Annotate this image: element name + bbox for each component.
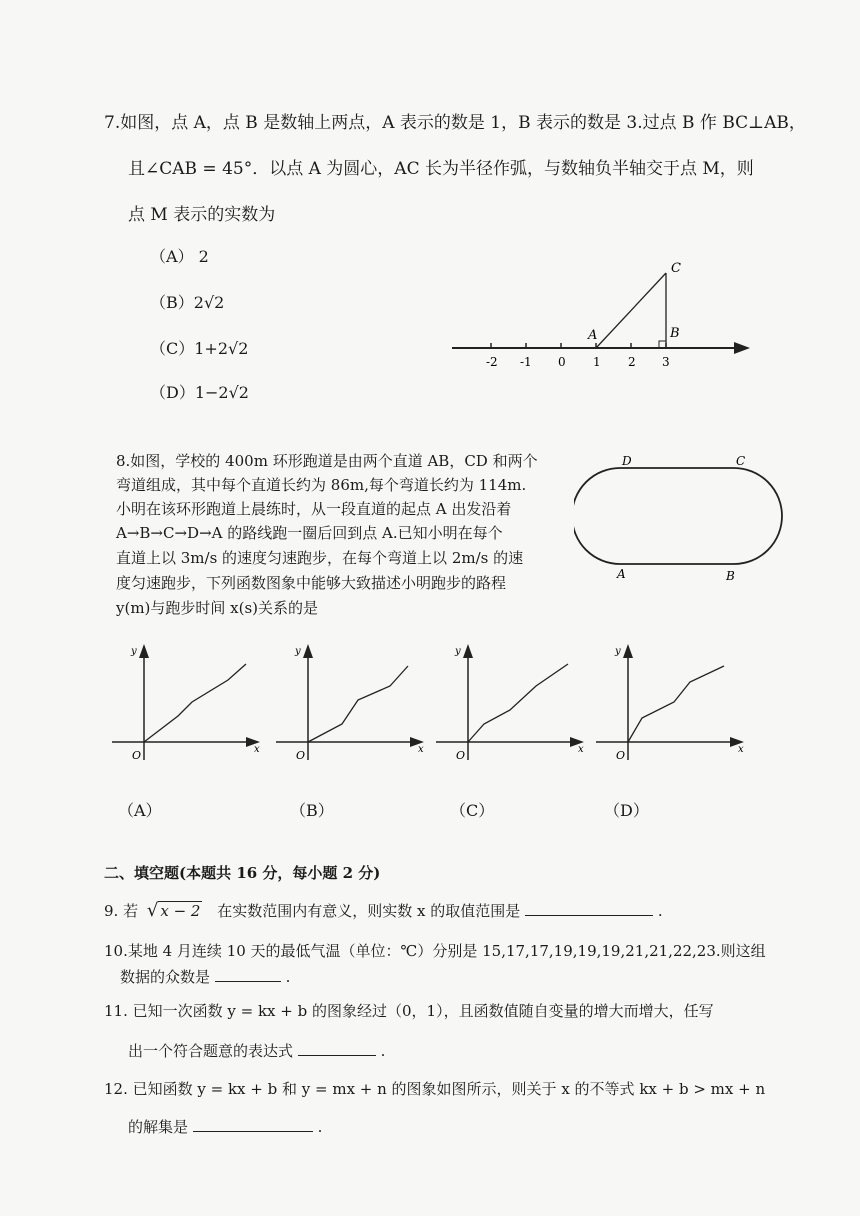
q8-option-d: （D） <box>604 801 649 820</box>
section-2-heading: 二、填空题(本题共 16 分，每小题 2 分) <box>104 864 381 882</box>
q9-line: 9. 若 √ x − 2 在实数范围内有意义，则实数 x 的取值范围是 . <box>104 900 663 921</box>
q7-option-d: （D）1−2√2 <box>150 383 249 402</box>
svg-text:y: y <box>131 646 137 657</box>
q10-line-2: 数据的众数是 . <box>120 968 291 986</box>
track-label-b: B <box>726 569 735 583</box>
q8-graph-a <box>108 642 268 772</box>
graph-curve <box>308 666 408 742</box>
label-a: A <box>588 328 598 343</box>
segment-ac <box>596 273 666 348</box>
right-angle-mark <box>659 341 666 348</box>
q8-graph-d <box>592 642 752 772</box>
q8-line-1: 8.如图，学校的 400m 环形跑道是由两个直道 AB，CD 和两个 <box>116 452 538 470</box>
svg-text:O: O <box>132 749 142 762</box>
svg-text:O: O <box>456 749 466 762</box>
q8-line-2: 弯道组成，其中每个直道长约为 86m,每个弯道长约为 114m. <box>116 476 527 494</box>
q8-line-4: A→B→C→D→A 的路线跑一圈后回到点 A.已知小明在每个 <box>116 524 503 542</box>
graph-curve <box>468 664 568 742</box>
q12-answer-blank[interactable] <box>193 1117 313 1132</box>
track-label-c: C <box>736 454 746 468</box>
svg-text:O: O <box>296 749 306 762</box>
q7-line-2: 且∠CAB = 45°．以点 A 为圆心，AC 长为半径作弧，与数轴负半轴交于点 M，则 <box>128 159 754 179</box>
q7-option-a: （A） 2 <box>150 247 209 266</box>
q11-answer-blank[interactable] <box>298 1041 376 1056</box>
q7-option-b: （B）2√2 <box>150 293 225 312</box>
label-c: C <box>671 261 681 276</box>
graph-curve <box>628 666 724 742</box>
q8-line-3: 小明在该环形跑道上晨练时，从一段直道的起点 A 出发沿着 <box>116 500 512 518</box>
q10-answer-blank[interactable] <box>215 967 281 982</box>
number-line-arrow <box>734 342 750 354</box>
q9-answer-blank[interactable] <box>525 901 653 916</box>
svg-text:y: y <box>615 646 621 657</box>
tick-label: 3 <box>662 355 670 369</box>
svg-text:y: y <box>455 646 461 657</box>
q7-number-line-figure <box>448 255 758 375</box>
q8-line-5: 直道上以 3m/s 的速度匀速跑步，在每个弯道上以 2m/s 的速 <box>116 549 524 567</box>
q12-line-2: 的解集是 . <box>128 1118 323 1136</box>
svg-text:x: x <box>738 744 744 755</box>
running-track <box>574 468 782 564</box>
q11-line-1: 11. 已知一次函数 y = kx + b 的图象经过（0，1），且函数值随自变量的增大而增大，任写 <box>104 1002 714 1020</box>
q9-radical: √ x − 2 <box>146 900 201 921</box>
q10-line-1: 10.某地 4 月连续 10 天的最低气温（单位：℃）分别是 15,17,17,19,19,19,21,21,22,23.则这组 <box>104 942 766 960</box>
track-label-a: A <box>617 567 626 581</box>
label-b: B <box>670 326 680 341</box>
tick-label: 0 <box>558 355 566 369</box>
q8-option-c: （C） <box>450 801 495 820</box>
q8-option-b: （B） <box>290 801 334 820</box>
svg-text:y: y <box>295 646 301 657</box>
q8-line-7: y(m)与跑步时间 x(s)关系的是 <box>116 599 319 617</box>
tick-label: -1 <box>520 355 532 369</box>
q12-line-1: 12. 已知函数 y = kx + b 和 y = mx + n 的图象如图所示，则关于 x 的不等式 kx + b > mx + n <box>104 1080 766 1098</box>
q11-line-2: 出一个符合题意的表达式 . <box>128 1042 386 1060</box>
q9-suffix: 在实数范围内有意义，则实数 x 的取值范围是 <box>217 902 521 920</box>
svg-text:x: x <box>254 744 260 755</box>
q8-option-a: （A） <box>118 801 162 820</box>
graph-curve <box>144 664 246 742</box>
tick-label: 2 <box>628 355 636 369</box>
q7-line-1: 7.如图，点 A，点 B 是数轴上两点，A 表示的数是 1，B 表示的数是 3.过点 B 作 BC⊥AB， <box>104 113 806 133</box>
q8-track-figure <box>574 450 788 585</box>
tick-label: 1 <box>593 355 601 369</box>
q7-line-3: 点 M 表示的实数为 <box>128 205 276 225</box>
svg-text:x: x <box>578 744 584 755</box>
svg-text:O: O <box>616 749 626 762</box>
svg-text:x: x <box>418 744 424 755</box>
track-label-d: D <box>622 454 632 468</box>
tick-label: -2 <box>486 355 498 369</box>
q7-option-c: （C）1+2√2 <box>150 339 249 358</box>
q8-line-6: 度匀速跑步，下列函数图象中能够大致描述小明跑步的路程 <box>116 574 507 592</box>
q8-graph-c <box>432 642 592 772</box>
q8-graph-b <box>272 642 432 772</box>
q9-prefix: 9. 若 <box>104 902 139 920</box>
